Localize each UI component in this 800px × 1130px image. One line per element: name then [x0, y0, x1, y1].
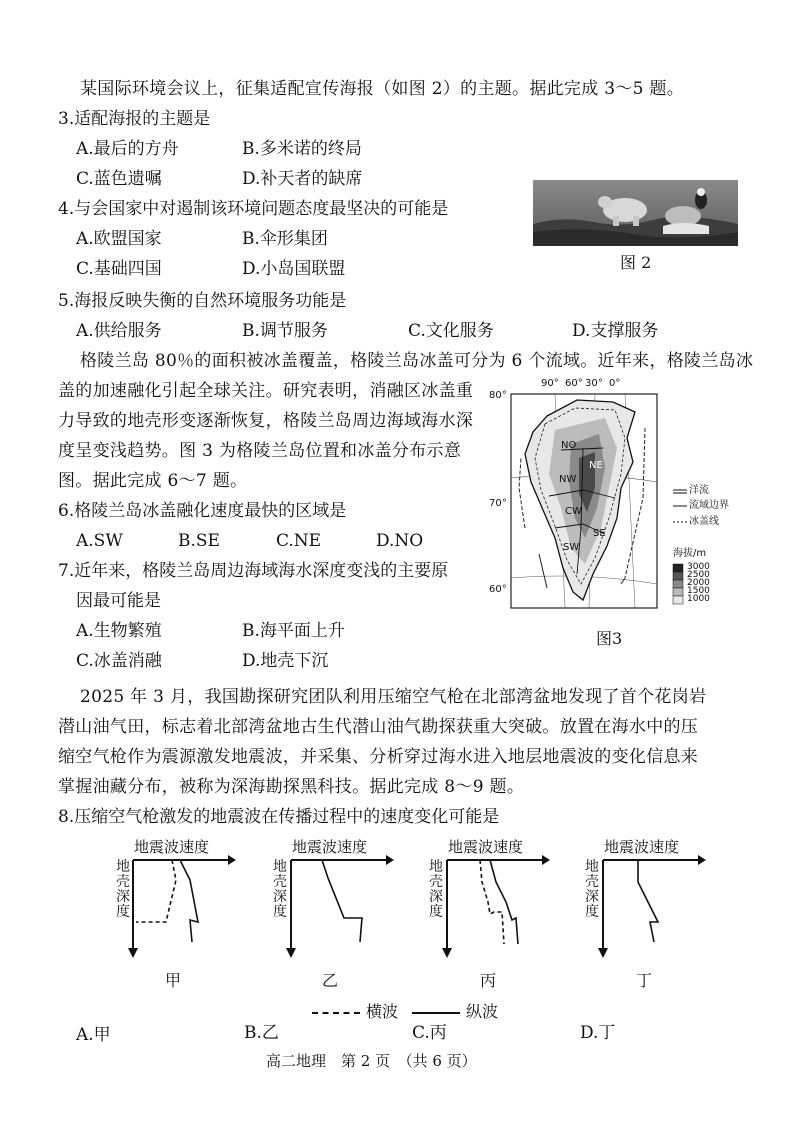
q3-option-a[interactable]: A.最后的方舟 — [76, 139, 179, 159]
q7-option-a[interactable]: A.生物繁殖 — [76, 621, 162, 641]
q5-option-d[interactable]: D.支撑服务 — [572, 321, 659, 341]
fig3-legend-1500: 1500 — [687, 586, 710, 596]
graph-jia-title: 地震波速度 — [134, 838, 210, 856]
graph-ding — [598, 852, 708, 962]
q7-option-c[interactable]: C.冰盖消融 — [76, 651, 162, 671]
intro-q6-7-line5: 图。据此完成 6～7 题。 — [58, 471, 248, 491]
intro-q6-7-line4: 度呈变浅趋势。图 3 为格陵兰岛位置和冰盖分布示意 — [58, 441, 462, 461]
q4-stem: 4.与会国家中对遏制该环境问题态度最坚决的可能是 — [58, 199, 449, 219]
graph-jia-name: 甲 — [165, 971, 182, 990]
graph-yi — [286, 852, 396, 962]
q8-option-b[interactable]: B.乙 — [244, 1023, 279, 1043]
q3-option-b[interactable]: B.多米诺的终局 — [242, 139, 362, 159]
fig3-lon-60: 60° — [565, 378, 583, 389]
q5-stem: 5.海报反映失衡的自然环境服务功能是 — [58, 291, 347, 311]
graph-bing — [442, 852, 552, 962]
legend-longitudinal-line — [412, 1012, 460, 1014]
q7-option-b[interactable]: B.海平面上升 — [242, 621, 345, 641]
intro-q8-9-line2: 潜山油气田，标志着北部湾盆地古生代潜山油气勘探获重大突破。放置在海水中的压 — [58, 717, 699, 737]
fig3-region-cw: CW — [565, 506, 582, 517]
q7-stem-line2: 因最可能是 — [76, 591, 161, 611]
q4-option-a[interactable]: A.欧盟国家 — [76, 229, 162, 249]
fig3-region-ne: NE — [589, 460, 603, 471]
intro-q8-9-line1: 2025 年 3 月，我国勘探研究团队利用压缩空气枪在北部湾盆地发现了首个花岗岩 — [80, 687, 707, 707]
fig3-lon-30: 30° — [585, 378, 603, 389]
graph-yi-axis-label: 地壳深度 — [273, 859, 287, 920]
q6-option-b[interactable]: B.SE — [178, 531, 220, 551]
legend-transverse-line — [312, 1012, 360, 1014]
graph-jia — [128, 852, 238, 962]
intro-q3-5: 某国际环境会议上，征集适配宣传海报（如图 2）的主题。据此完成 3～5 题。 — [80, 79, 685, 99]
q3-stem: 3.适配海报的主题是 — [58, 109, 211, 129]
intro-q6-7-line1: 格陵兰岛 80％的面积被冰盖覆盖，格陵兰岛冰盖可分为 6 个流域。近年来，格陵兰岛冰 — [80, 351, 754, 371]
q4-option-c[interactable]: C.基础四国 — [76, 259, 162, 279]
q5-option-c[interactable]: C.文化服务 — [408, 321, 494, 341]
graph-yi-title: 地震波速度 — [292, 838, 368, 856]
graph-jia-axis-label: 地壳深度 — [116, 859, 130, 920]
intro-q6-7-line2: 盖的加速融化引起全球关注。研究表明，消融区冰盖重 — [58, 381, 474, 401]
fig3-lat-70: 70° — [489, 498, 507, 509]
fig3-label: 图3 — [596, 629, 623, 648]
q4-option-b[interactable]: B.伞形集团 — [242, 229, 328, 249]
page-footer: 高二地理 第 2 页 （共 6 页） — [266, 1052, 477, 1070]
fig3-region-sw: SW — [563, 542, 580, 553]
legend-longitudinal-label: 纵波 — [466, 1002, 499, 1021]
graph-ding-axis-label: 地壳深度 — [585, 859, 599, 920]
q8-option-a[interactable]: A.甲 — [76, 1025, 111, 1045]
fig3-lon-90: 90° — [541, 378, 559, 389]
q3-option-c[interactable]: C.蓝色遗嘱 — [76, 169, 162, 189]
fig3-region-no: NO — [561, 440, 577, 451]
fig3-legend-iceline: 冰盖线 — [689, 516, 719, 527]
fig3-region-se: SE — [593, 528, 606, 539]
graph-bing-name: 丙 — [480, 971, 497, 990]
legend-transverse-label: 横波 — [366, 1002, 399, 1021]
q8-stem: 8.压缩空气枪激发的地震波在传播过程中的速度变化可能是 — [58, 807, 500, 827]
fig3-legend-3000: 3000 — [687, 562, 710, 572]
graph-ding-title: 地震波速度 — [604, 838, 680, 856]
q7-option-d[interactable]: D.地壳下沉 — [242, 651, 329, 671]
q6-stem: 6.格陵兰岛冰盖融化速度最快的区域是 — [58, 501, 347, 521]
fig3-lat-80: 80° — [489, 390, 507, 401]
intro-q6-7-line3: 力导致的地壳形变逐渐恢复，格陵兰岛周边海域海水深 — [58, 411, 474, 431]
fig3-lat-60: 60° — [489, 584, 507, 595]
q3-option-d[interactable]: D.补天者的缺席 — [242, 169, 363, 189]
q5-option-a[interactable]: A.供给服务 — [76, 321, 162, 341]
graph-yi-name: 乙 — [322, 971, 339, 990]
q6-option-d[interactable]: D.NO — [376, 531, 424, 551]
fig3-legend-current: 洋流 — [689, 485, 709, 496]
q7-stem-line1: 7.近年来，格陵兰岛周边海域海水深度变浅的主要原 — [58, 561, 449, 581]
q4-option-d[interactable]: D.小岛国联盟 — [242, 259, 346, 279]
q8-option-c[interactable]: C.丙 — [412, 1023, 447, 1043]
q5-option-b[interactable]: B.调节服务 — [242, 321, 328, 341]
fig2-label: 图 2 — [620, 253, 652, 272]
q6-option-a[interactable]: A.SW — [76, 531, 123, 551]
fig3-legend-2000: 2000 — [687, 578, 710, 588]
graph-ding-name: 丁 — [636, 971, 653, 990]
fig3-legend-boundary: 流域边界 — [689, 500, 729, 511]
q6-option-c[interactable]: C.NE — [276, 531, 322, 551]
fig3-lon-0: 0° — [609, 378, 621, 389]
graph-bing-title: 地震波速度 — [448, 838, 524, 856]
intro-q8-9-line4: 掌握油藏分布，被称为深海勘探黑科技。据此完成 8～9 题。 — [58, 777, 525, 797]
fig3-greenland-map — [485, 378, 735, 618]
fig3-region-nw: NW — [559, 474, 577, 485]
q8-option-d[interactable]: D.丁 — [580, 1023, 616, 1043]
fig2-poster-image — [533, 180, 738, 246]
fig3-legend-2500: 2500 — [687, 570, 710, 580]
graph-bing-axis-label: 地壳深度 — [429, 859, 443, 920]
fig3-legend-1000: 1000 — [687, 594, 710, 604]
fig3-legend-elev-title: 海拔/m — [673, 548, 707, 559]
intro-q8-9-line3: 缩空气枪作为震源激发地震波，并采集、分析穿过海水进入地层地震波的变化信息来 — [58, 747, 699, 767]
